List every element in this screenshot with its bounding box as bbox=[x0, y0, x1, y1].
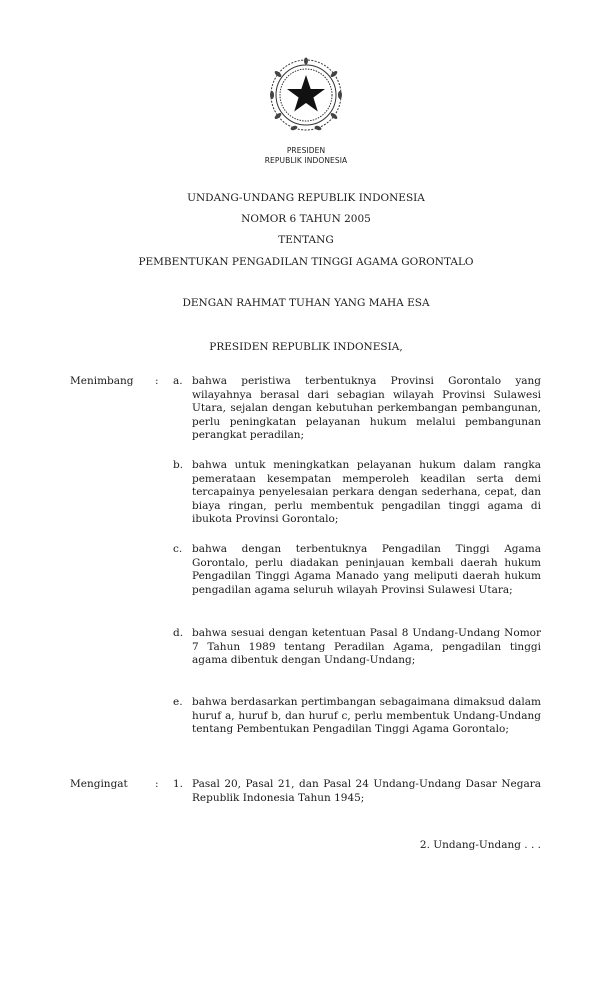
seal-caption-republik: REPUBLIK INDONESIA bbox=[264, 156, 348, 165]
menimbang-colon: : bbox=[155, 375, 159, 387]
consideration-marker: b. bbox=[173, 459, 184, 471]
preamble-blessing: DENGAN RAHMAT TUHAN YANG MAHA ESA bbox=[182, 297, 430, 309]
consideration-marker: c. bbox=[173, 543, 183, 555]
document-tentang: TENTANG bbox=[278, 234, 334, 246]
document-number: NOMOR 6 TAHUN 2005 bbox=[241, 213, 371, 225]
consideration-item: bahwa peristiwa terbentuknya Provinsi Gorontalo yang wilayahnya berasal dari sebagian wilayah Provinsi Sulawesi Utara, sejalan dengan kebutuhan perkembangan pembangunan, perlu peningkatan pelayanan hukum melalui pembangunan perangkat peradilan; bbox=[192, 375, 541, 442]
mengingat-label: Mengingat bbox=[70, 778, 128, 790]
presidential-seal-icon bbox=[266, 56, 346, 134]
mengingat-colon: : bbox=[155, 778, 159, 790]
consideration-marker: d. bbox=[173, 627, 184, 639]
document-title: UNDANG-UNDANG REPUBLIK INDONESIA bbox=[187, 192, 425, 204]
legal-basis-marker: 1. bbox=[173, 778, 184, 790]
consideration-item: bahwa dengan terbentuknya Pengadilan Tinggi Agama Gorontalo, perlu diadakan peninjauan kembali daerah hukum Pengadilan Tinggi Agama Manado yang meliputi daerah hukum pengadilan agama seluruh wilayah Provinsi Sulawesi Utara; bbox=[192, 543, 541, 596]
consideration-marker: e. bbox=[173, 696, 183, 708]
page-continuation: 2. Undang-Undang . . . bbox=[419, 839, 541, 851]
document-subject: PEMBENTUKAN PENGADILAN TINGGI AGAMA GORONTALO bbox=[138, 256, 474, 268]
consideration-marker: a. bbox=[173, 375, 183, 387]
consideration-item: bahwa untuk meningkatkan pelayanan hukum dalam rangka pemerataan kesempatan memperoleh keadilan serta demi tercapainya penyelesaian perkara dengan sederhana, cepat, dan biaya ringan, perlu membentuk pengadilan tinggi agama di ibukota Provinsi Gorontalo; bbox=[192, 459, 541, 526]
seal-caption-presiden: PRESIDEN bbox=[286, 146, 326, 155]
consideration-item: bahwa sesuai dengan ketentuan Pasal 8 Undang-Undang Nomor 7 Tahun 1989 tentang Peradilan Agama, pengadilan tinggi agama dibentuk dengan Undang-Undang; bbox=[192, 627, 541, 667]
consideration-item: bahwa berdasarkan pertimbangan sebagaimana dimaksud dalam huruf a, huruf b, dan huruf c, perlu membentuk Undang-Undang tentang Pembentukan Pengadilan Tinggi Agama Gorontalo; bbox=[192, 696, 541, 736]
menimbang-label: Menimbang bbox=[70, 375, 134, 387]
preamble-president: PRESIDEN REPUBLIK INDONESIA, bbox=[209, 341, 403, 353]
legal-basis-item: Pasal 20, Pasal 21, dan Pasal 24 Undang-Undang Dasar Negara Republik Indonesia Tahun 1945; bbox=[192, 778, 541, 804]
